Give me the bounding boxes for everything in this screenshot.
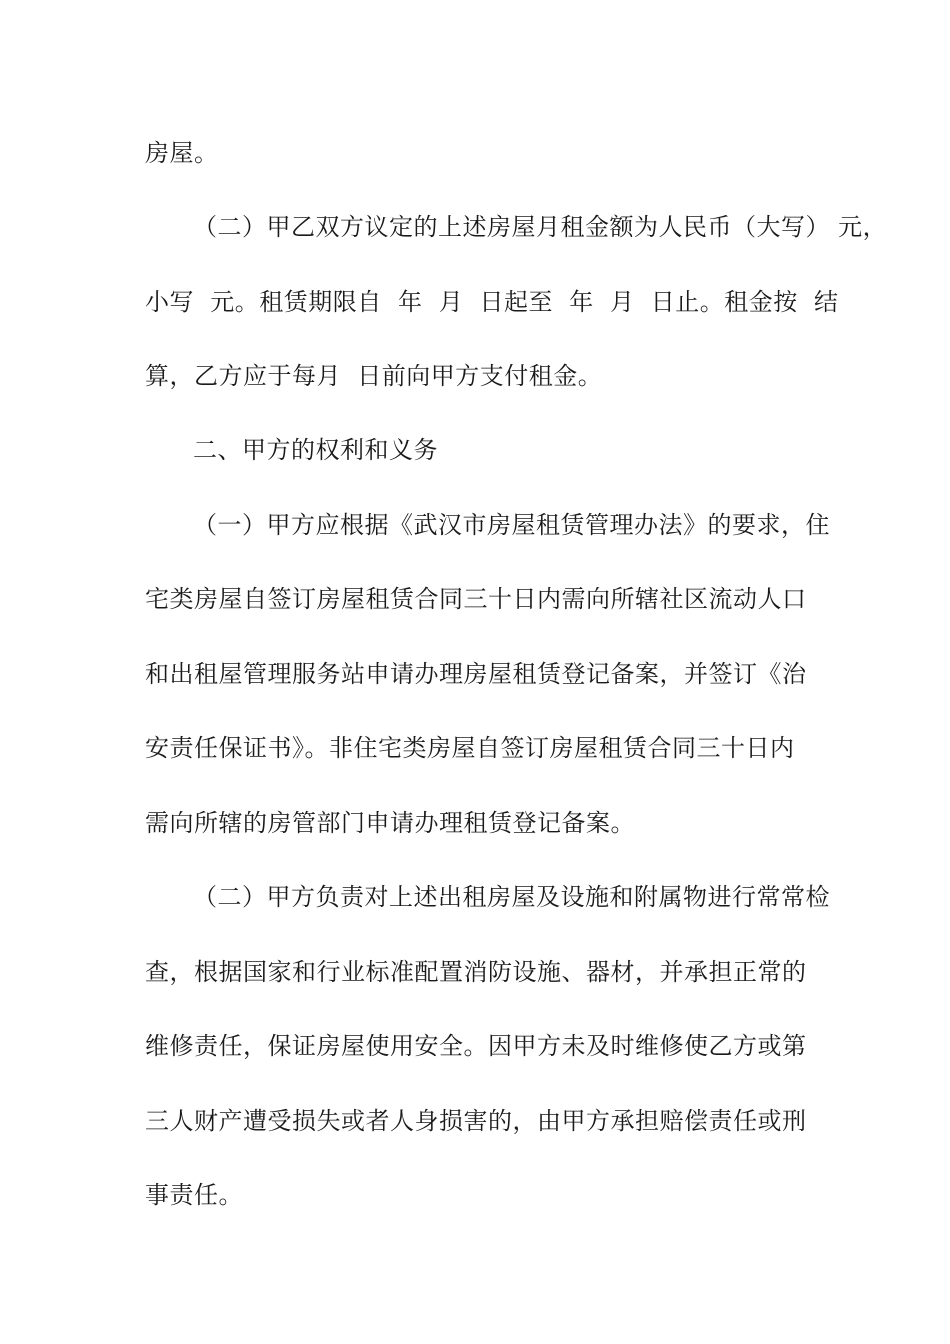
text-line: 安责任保证书》。非住宅类房屋自签订房屋租赁合同三十日内 <box>145 734 795 762</box>
text-line: 小写 元。租赁期限自 年 月 日起至 年 月 日止。租金按 结 <box>145 288 839 316</box>
text-line: 宅类房屋自签订房屋租赁合同三十日内需向所辖社区流动人口 <box>145 585 807 613</box>
text-line: （二）甲方负责对上述出租房屋及设施和附属物进行常常检 <box>193 883 830 911</box>
text-line: 算，乙方应于每月 日前向甲方支付租金。 <box>145 362 603 390</box>
text-line: 维修责任，保证房屋使用安全。因甲方未及时维修使乙方或第 <box>145 1032 807 1060</box>
text-line: （一）甲方应根据《武汉市房屋租赁管理办法》的要求，住 <box>193 511 830 539</box>
text-line: 和出租屋管理服务站申请办理房屋租赁登记备案，并签订《治 <box>145 660 807 688</box>
text-line: 查，根据国家和行业标准配置消防设施、器材，并承担正常的 <box>145 958 807 986</box>
text-line: 需向所辖的房管部门申请办理租赁登记备案。 <box>145 809 635 837</box>
section-heading: 二、甲方的权利和义务 <box>193 436 438 464</box>
text-line: 房屋。 <box>145 139 219 167</box>
text-line: 三人财产遭受损失或者人身损害的，由甲方承担赔偿责任或刑 <box>145 1107 807 1135</box>
text-line: （二）甲乙双方议定的上述房屋月租金额为人民币（大写） 元， <box>193 213 888 241</box>
text-line: 事责任。 <box>145 1181 243 1209</box>
